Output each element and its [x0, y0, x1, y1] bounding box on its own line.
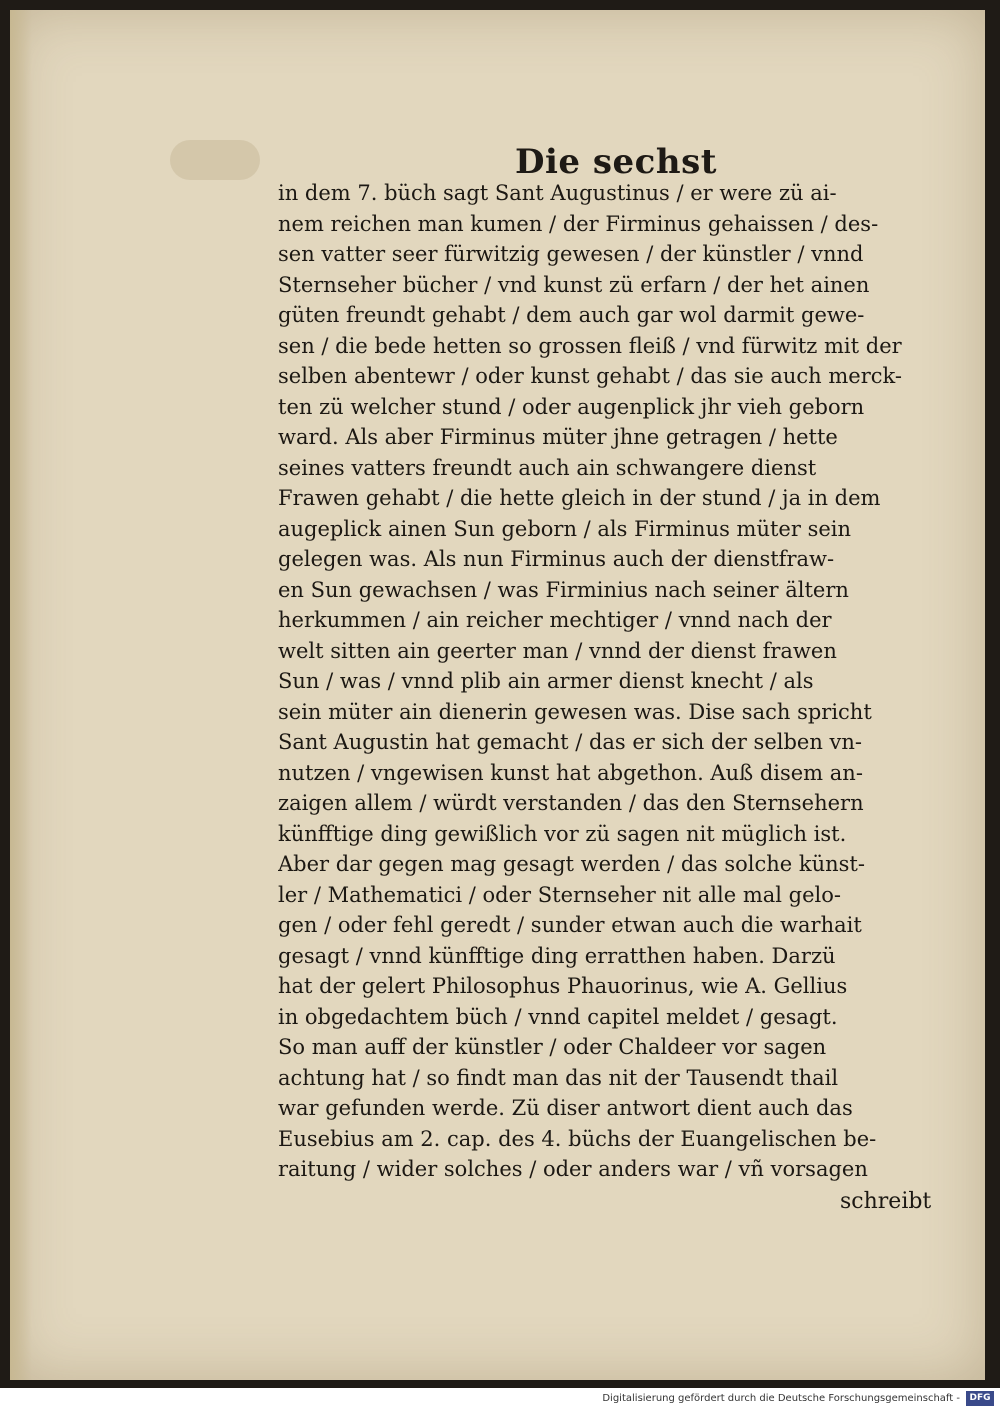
text-line: seines vatters freundt auch ain schwangere dienst: [278, 455, 817, 480]
page-gutter-shadow: [10, 10, 32, 1380]
text-line: gen / oder fehl geredt / sunder etwan auch die warhait: [278, 913, 862, 937]
text-line: Sant Augustin hat gemacht / das er sich der selben vn-: [278, 730, 863, 754]
text-line: in obgedachtem büch / vnnd capitel meldet / gesagt.: [278, 1004, 838, 1029]
text-line: So man auff der künstler / oder Chaldeer vor sagen: [278, 1035, 827, 1059]
text-line: selben abentewr / oder kunst gehabt / das sie auch merck-: [278, 364, 902, 388]
text-line: welt sitten ain geerter man / vnnd der dienst frawen: [278, 638, 837, 663]
text-line: künfftige ding gewißlich vor zü sagen nit müglich ist.: [278, 821, 847, 846]
text-line: nutzen / vngewisen kunst hat abgethon. Auß disem an-: [278, 760, 863, 785]
text-line: nem reichen man kumen / der Firminus gehaissen / des-: [278, 211, 879, 236]
text-line: gesagt / vnnd künfftige ding erratthen haben. Darzü: [278, 943, 836, 968]
running-head: Die sechst: [515, 142, 717, 182]
text-line: sein müter ain dienerin gewesen was. Dise sach spricht: [278, 699, 872, 724]
text-line: hat der gelert Philosophus Phauorinus, wie A. Gellius: [278, 974, 848, 998]
catchword: schreibt: [840, 1189, 932, 1214]
text-line: ward. Als aber Firminus müter jhne getragen / hette: [278, 425, 838, 449]
dfg-logo: DFG: [966, 1391, 994, 1406]
text-line: ten zü welcher stund / oder augenplick jhr vieh geborn: [278, 394, 865, 419]
text-block: [278, 178, 938, 1185]
text-line: ler / Mathematici / oder Sternseher nit alle mal gelo-: [278, 882, 841, 907]
text-line: Frawen gehabt / die hette gleich in der stund / ja in dem: [278, 486, 881, 510]
page-stain: [170, 140, 260, 180]
text-line: achtung hat / so findt man das nit der Tausendt thail: [278, 1065, 839, 1090]
text-line: herkummen / ain reicher mechtiger / vnnd nach der: [278, 608, 832, 632]
text-line: sen / die bede hetten so grossen fleiß / vnd fürwitz mit der: [278, 333, 902, 358]
text-line: güten freundt gehabt / dem auch gar wol darmit gewe-: [278, 303, 865, 327]
text-line: war gefunden werde. Zü diser antwort dient auch das: [278, 1096, 853, 1120]
text-line: gelegen was. Als nun Firminus auch der dienstfraw-: [278, 547, 835, 571]
funding-credit: Digitalisierung gefördert durch die Deutsche Forschungsgemeinschaft -: [602, 1393, 960, 1404]
text-line: augeplick ainen Sun geborn / als Firminus müter sein: [278, 516, 852, 541]
text-line: in dem 7. büch sagt Sant Augustinus / er were zü ai-: [278, 181, 837, 205]
text-line: raitung / wider solches / oder anders war / vñ vorsagen: [278, 1157, 868, 1181]
text-line: Sun / was / vnnd plib ain armer dienst knecht / als: [278, 669, 814, 693]
text-line: Aber dar gegen mag gesagt werden / das solche künst-: [278, 852, 865, 876]
text-line: en Sun gewachsen / was Firminius nach seiner ältern: [278, 577, 849, 602]
text-line: Eusebius am 2. cap. des 4. büchs der Euangelischen be-: [278, 1126, 877, 1151]
text-line: Sternseher bücher / vnd kunst zü erfarn / der het ainen: [278, 272, 870, 297]
text-line: zaigen allem / würdt verstanden / das den Sternsehern: [278, 791, 864, 815]
text-line: sen vatter seer fürwitzig gewesen / der künstler / vnnd: [278, 242, 864, 266]
footer-bar: [0, 1388, 1000, 1410]
